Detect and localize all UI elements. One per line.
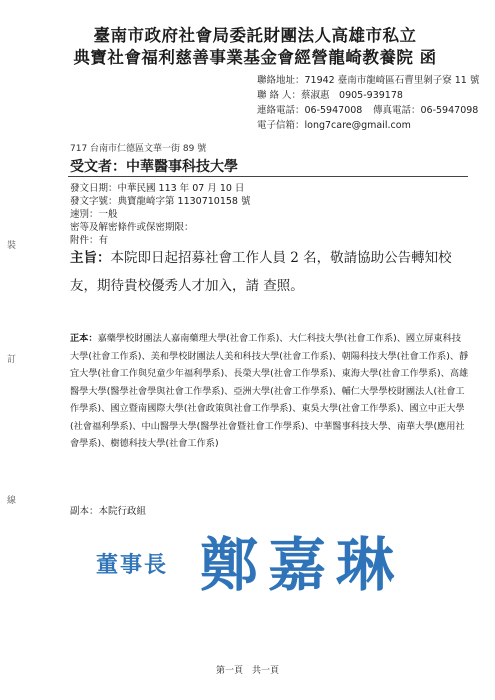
seal-title-stamp: 董事長 <box>96 552 169 578</box>
recipient: 受文者：中華醫事科技大學 <box>70 159 238 175</box>
contact-phone: 連絡電話：06-5947008 <box>257 105 363 116</box>
delivery-speed: 速別：一般 <box>70 209 118 220</box>
secrecy-level: 密等及解密條件或保密期限： <box>70 222 194 233</box>
distribution-original <box>70 330 470 453</box>
page-footer: 第一頁 共一頁 <box>215 666 279 676</box>
contact-address: 聯絡地址：71942 臺南市龍崎區石曹里剝子寮 11 號 <box>257 75 480 86</box>
divider <box>68 176 468 177</box>
distribution-text: 嘉藥學校財團法人嘉南藥理大學(社會工作系)、大仁科技大學(社會工作系)、國立屏東科技大學(社會工作系)、美和學校財團法人美和科技大學(社會工作系)、朝陽科技大學(社會工作系)、靜宜大學(社會工作與兒童少年福利學系)、長榮大學(社會工作學系)、東海大學(社會工作學系)、高雄醫學大學(醫學社會學與社會工作學系)、亞洲大學(社會工作學系)、輔仁大學學校財團法人(社會工作學系)、國立暨南國際大學(社會政策與社會工作學系)、東吳大學(社會工作學系)、國立中正大學(社會福利學系)、中山醫學大學(醫學社會暨社會工作學系)、中華醫事科技大學、南華大學(應用社會學系)、樹德科技大學(社會工作系) <box>70 333 469 449</box>
letterhead-line-1: 臺南市政府社會局委託財團法人高雄市私立 <box>93 26 417 45</box>
seal-name-stamp: 鄭嘉琳 <box>200 531 405 599</box>
contact-person: 聯 絡 人：蔡淑惠 0905-939178 <box>257 90 403 101</box>
contact-fax: 傳真電話：06-5947098 <box>373 105 479 116</box>
subject-text: 本院即日起招募社會工作人員 2 名，敬請協助公告轉知校友，期待貴校優秀人才加入，請 查照。 <box>70 250 452 294</box>
binding-mark-top: 裝 <box>7 241 17 251</box>
binding-mark-mid: 訂 <box>7 355 17 365</box>
attachment: 附件：有 <box>70 235 109 246</box>
contact-email: 電子信箱：long7care@gmail.com <box>257 120 411 131</box>
subject <box>70 244 470 300</box>
binding-mark-bottom: 線 <box>7 496 17 506</box>
recipient-address: 717 台南市仁德區文華一街 89 號 <box>70 144 207 154</box>
document-number: 發文字號：典寶龍崎字第 1130710158 號 <box>70 196 251 207</box>
issue-date: 發文日期：中華民國 113 年 07 月 10 日 <box>70 183 245 194</box>
distribution-copy: 副本：本院行政組 <box>70 506 147 517</box>
letterhead-line-2: 典寶社會福利慈善事業基金會經營龍崎教養院 函 <box>73 48 437 67</box>
subject-label: 主旨： <box>70 250 111 266</box>
distribution-label: 正本： <box>70 333 98 344</box>
